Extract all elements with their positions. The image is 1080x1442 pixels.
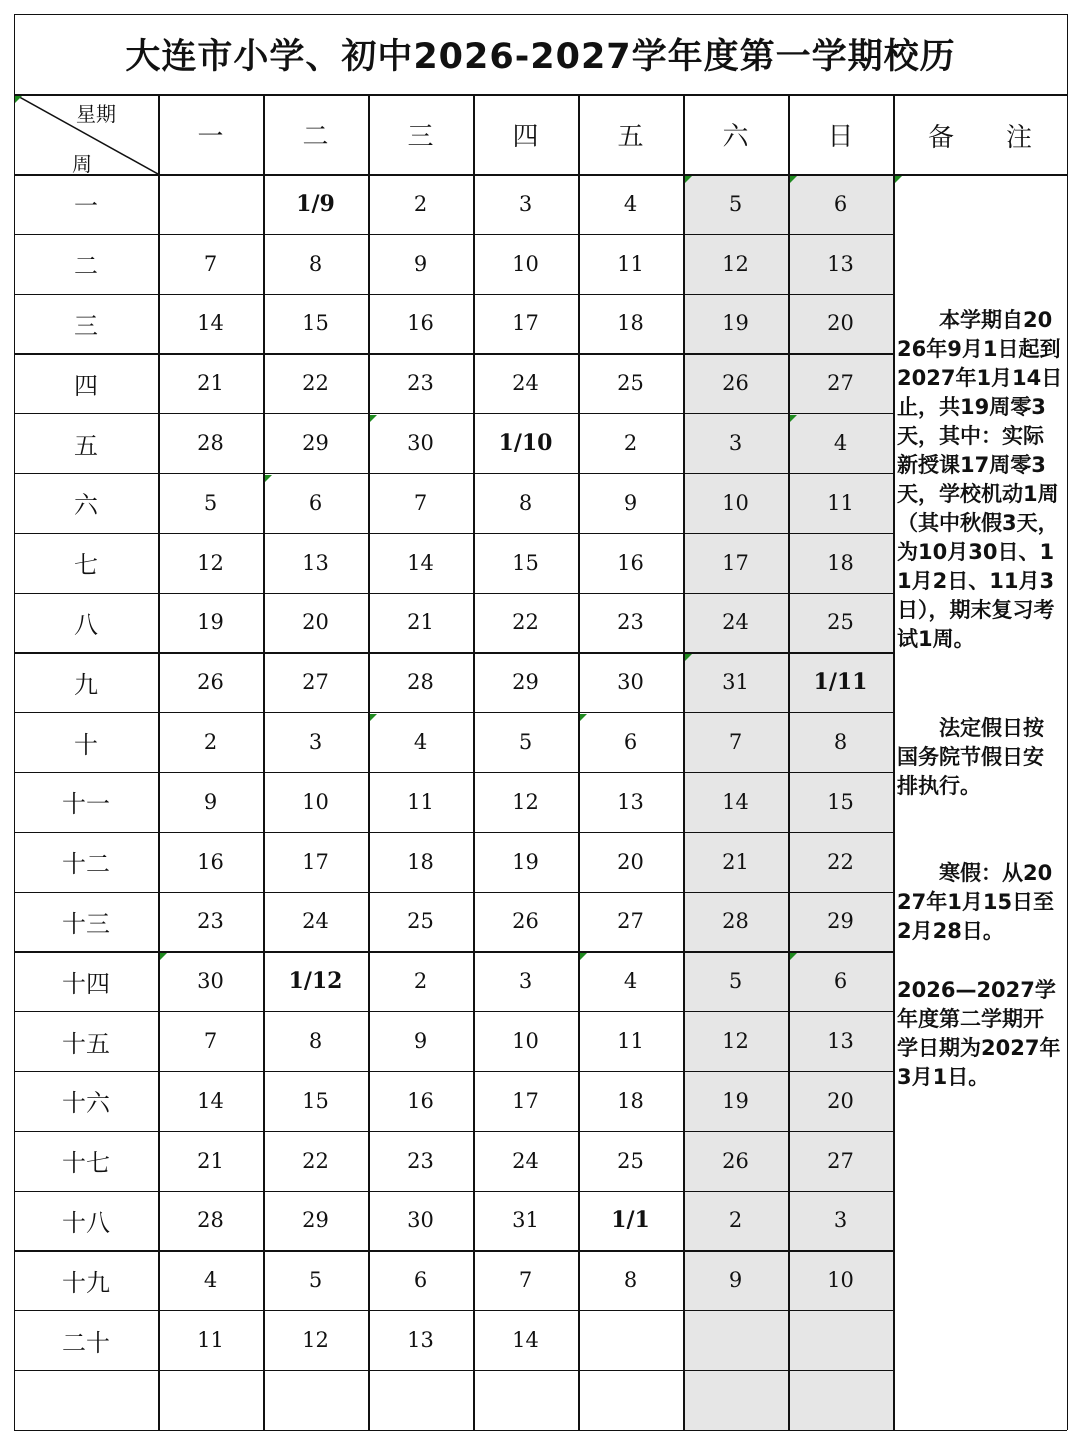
date-cell: 27 <box>827 371 854 396</box>
cell-comment-marker <box>160 953 167 960</box>
date-cell: 2 <box>728 1208 743 1233</box>
date-cell: 2 <box>413 969 428 994</box>
date-cell <box>788 1310 893 1370</box>
date-cell: 19 <box>197 610 224 635</box>
date-cell: 19 <box>722 311 749 336</box>
weekday-header: 四 <box>512 121 539 152</box>
date-cell: 27 <box>827 1148 854 1173</box>
week-number: 六 <box>74 491 98 520</box>
date-cell: 25 <box>827 610 854 635</box>
date-cell: 27 <box>302 670 329 695</box>
date-cell: 11 <box>827 490 854 515</box>
date-cell: 15 <box>302 1088 329 1113</box>
border-top <box>14 14 1067 15</box>
date-cell: 10 <box>722 490 749 515</box>
date-cell: 21 <box>197 371 224 396</box>
date-cell: 2 <box>623 431 638 456</box>
date-cell: 22 <box>302 1148 329 1173</box>
date-cell: 12 <box>722 251 749 276</box>
page-title: 大连市小学、初中2026-2027学年度第一学期校历 <box>125 37 956 77</box>
week-number: 五 <box>74 431 98 460</box>
date-cell: 20 <box>617 849 644 874</box>
date-cell: 8 <box>518 490 533 515</box>
date-cell: 30 <box>407 1208 434 1233</box>
week-number: 八 <box>74 610 98 639</box>
date-cell: 26 <box>512 909 539 934</box>
date-cell: 29 <box>302 1208 329 1233</box>
date-cell: 16 <box>617 550 644 575</box>
date-cell: 7 <box>728 730 743 755</box>
date-cell: 7 <box>518 1268 533 1293</box>
date-cell: 13 <box>407 1328 434 1353</box>
date-cell: 12 <box>302 1328 329 1353</box>
date-cell: 25 <box>617 371 644 396</box>
date-cell: 9 <box>413 1029 428 1054</box>
date-cell: 11 <box>197 1328 224 1353</box>
date-cell: 9 <box>413 251 428 276</box>
date-cell: 4 <box>623 969 638 994</box>
date-cell: 12 <box>722 1029 749 1054</box>
week-number: 七 <box>74 551 98 580</box>
date-cell: 17 <box>512 311 539 336</box>
date-cell: 13 <box>302 550 329 575</box>
date-cell: 2 <box>413 191 428 216</box>
date-cell: 8 <box>308 251 323 276</box>
date-cell: 18 <box>617 311 644 336</box>
weekday-header: 五 <box>617 121 644 152</box>
date-cell: 6 <box>413 1268 428 1293</box>
date-cell: 5 <box>728 969 743 994</box>
date-cell <box>158 174 263 234</box>
date-cell: 28 <box>722 909 749 934</box>
date-cell: 25 <box>407 909 434 934</box>
date-cell: 2 <box>203 730 218 755</box>
date-cell: 30 <box>197 969 224 994</box>
date-cell: 10 <box>512 1029 539 1054</box>
date-cell: 1/1 <box>611 1207 650 1234</box>
date-cell: 4 <box>833 431 848 456</box>
date-cell: 22 <box>302 371 329 396</box>
date-cell: 25 <box>617 1148 644 1173</box>
cell-comment-marker <box>790 415 797 422</box>
remarks-text <box>897 176 1063 1428</box>
date-cell: 6 <box>833 969 848 994</box>
date-cell: 22 <box>512 610 539 635</box>
date-cell: 3 <box>308 730 323 755</box>
week-number <box>14 1370 158 1430</box>
date-cell: 20 <box>827 1088 854 1113</box>
date-cell: 6 <box>308 490 323 515</box>
cell-comment-marker <box>685 176 692 183</box>
date-cell: 15 <box>827 789 854 814</box>
date-cell: 24 <box>512 1148 539 1173</box>
cell-comment-marker <box>580 953 587 960</box>
cell-comment-marker <box>790 953 797 960</box>
date-cell: 17 <box>512 1088 539 1113</box>
date-cell: 3 <box>833 1208 848 1233</box>
date-cell: 6 <box>833 191 848 216</box>
week-number: 三 <box>74 311 98 340</box>
weekday-header: 二 <box>302 121 329 152</box>
weekday-header: 六 <box>722 121 749 152</box>
date-cell <box>263 1370 368 1430</box>
week-number: 九 <box>74 670 98 699</box>
remarks-next-term: 2026—2027学年度第二学期开学日期为2027年3月1日。 <box>897 978 1061 1089</box>
date-cell: 9 <box>203 789 218 814</box>
date-cell <box>473 1370 578 1430</box>
cell-comment-marker <box>370 714 377 721</box>
date-cell: 13 <box>827 251 854 276</box>
corner-week-label: 周 <box>72 152 92 176</box>
date-cell: 5 <box>728 191 743 216</box>
date-cell: 9 <box>728 1268 743 1293</box>
date-cell: 8 <box>623 1268 638 1293</box>
date-cell <box>683 1310 788 1370</box>
date-cell: 14 <box>407 550 434 575</box>
cell-comment-marker <box>685 654 692 661</box>
date-cell: 11 <box>617 1029 644 1054</box>
date-cell: 1/10 <box>498 430 553 457</box>
date-cell: 20 <box>302 610 329 635</box>
date-cell <box>683 1370 788 1430</box>
date-cell: 22 <box>827 849 854 874</box>
week-number: 十八 <box>62 1208 110 1237</box>
date-cell: 26 <box>722 1148 749 1173</box>
date-cell: 11 <box>617 251 644 276</box>
date-cell: 15 <box>512 550 539 575</box>
date-cell: 14 <box>197 1088 224 1113</box>
week-number: 二十 <box>62 1328 110 1357</box>
cell-comment-marker <box>265 475 272 482</box>
date-cell: 7 <box>203 1029 218 1054</box>
date-cell: 17 <box>722 550 749 575</box>
date-cell: 16 <box>407 1088 434 1113</box>
date-cell: 6 <box>623 730 638 755</box>
border-right <box>1067 14 1068 1430</box>
date-cell: 29 <box>512 670 539 695</box>
date-cell: 4 <box>203 1268 218 1293</box>
date-cell: 5 <box>203 490 218 515</box>
weekday-header: 日 <box>827 121 854 152</box>
date-cell: 24 <box>722 610 749 635</box>
date-cell: 23 <box>197 909 224 934</box>
week-number: 十五 <box>62 1029 110 1058</box>
remarks-term-span: 本学期自2026年9月1日起到2027年1月14日止，共19周零3天，其中：实际新授课17周零3天，学校机动1周（其中秋假3天，为10月30日、11月2日、11月3日），期末复习考试1周。 <box>897 308 1063 651</box>
date-cell: 29 <box>827 909 854 934</box>
date-cell: 13 <box>617 789 644 814</box>
date-cell: 3 <box>728 431 743 456</box>
date-cell: 19 <box>512 849 539 874</box>
corner-weekday-label: 星期 <box>76 102 116 126</box>
date-cell: 16 <box>407 311 434 336</box>
date-cell: 14 <box>197 311 224 336</box>
date-cell: 4 <box>413 730 428 755</box>
date-cell: 28 <box>197 1208 224 1233</box>
date-cell: 1/12 <box>288 968 343 995</box>
date-cell: 30 <box>407 431 434 456</box>
remarks-holidays: 法定假日按国务院节假日安排执行。 <box>897 716 1044 798</box>
date-cell: 30 <box>617 670 644 695</box>
date-cell <box>368 1370 473 1430</box>
date-cell: 12 <box>197 550 224 575</box>
remarks-header: 备 注 <box>927 122 1032 153</box>
date-cell: 26 <box>722 371 749 396</box>
date-cell: 24 <box>512 371 539 396</box>
date-cell: 1/11 <box>813 669 868 696</box>
date-cell: 18 <box>827 550 854 575</box>
date-cell: 21 <box>197 1148 224 1173</box>
date-cell: 29 <box>302 431 329 456</box>
date-cell: 5 <box>308 1268 323 1293</box>
date-cell: 4 <box>623 191 638 216</box>
date-cell: 23 <box>407 1148 434 1173</box>
date-cell: 10 <box>827 1268 854 1293</box>
date-cell: 3 <box>518 191 533 216</box>
date-cell: 15 <box>302 311 329 336</box>
date-cell: 23 <box>617 610 644 635</box>
date-cell: 31 <box>512 1208 539 1233</box>
date-cell <box>578 1310 683 1370</box>
date-cell: 3 <box>518 969 533 994</box>
date-cell: 28 <box>197 431 224 456</box>
border-bottom <box>14 1430 1067 1432</box>
date-cell: 18 <box>407 849 434 874</box>
date-cell: 10 <box>512 251 539 276</box>
date-cell: 9 <box>623 490 638 515</box>
week-number: 十七 <box>62 1149 110 1178</box>
week-number: 十一 <box>62 790 110 819</box>
cell-comment-marker <box>580 714 587 721</box>
date-cell: 5 <box>518 730 533 755</box>
week-number: 一 <box>74 192 98 221</box>
date-cell: 8 <box>308 1029 323 1054</box>
week-number: 十 <box>74 730 98 759</box>
date-cell: 24 <box>302 909 329 934</box>
date-cell: 10 <box>302 789 329 814</box>
date-cell: 11 <box>407 789 434 814</box>
week-number: 四 <box>74 371 98 400</box>
cell-comment-marker <box>790 176 797 183</box>
date-cell: 16 <box>197 849 224 874</box>
date-cell: 31 <box>722 670 749 695</box>
date-cell: 14 <box>512 1328 539 1353</box>
date-cell: 26 <box>197 670 224 695</box>
date-cell <box>158 1370 263 1430</box>
date-cell: 1/9 <box>296 190 335 217</box>
date-cell: 12 <box>512 789 539 814</box>
column-divider <box>893 94 895 1430</box>
weekday-header: 三 <box>407 121 434 152</box>
week-number: 十四 <box>62 969 110 998</box>
date-cell: 7 <box>203 251 218 276</box>
date-cell: 18 <box>617 1088 644 1113</box>
date-cell: 8 <box>833 730 848 755</box>
date-cell: 7 <box>413 490 428 515</box>
date-cell: 28 <box>407 670 434 695</box>
date-cell: 17 <box>302 849 329 874</box>
date-cell: 27 <box>617 909 644 934</box>
date-cell <box>578 1370 683 1430</box>
date-cell <box>788 1370 893 1430</box>
remarks-winter-break: 寒假：从2027年1月15日至2月28日。 <box>897 861 1055 943</box>
week-number: 十九 <box>62 1268 110 1297</box>
cell-comment-marker <box>370 415 377 422</box>
weekday-header: 一 <box>197 121 224 152</box>
week-number: 十三 <box>62 909 110 938</box>
date-cell: 14 <box>722 789 749 814</box>
week-number: 十二 <box>62 850 110 879</box>
date-cell: 21 <box>407 610 434 635</box>
week-number: 十六 <box>62 1089 110 1118</box>
date-cell: 13 <box>827 1029 854 1054</box>
week-number: 二 <box>74 252 98 281</box>
date-cell: 19 <box>722 1088 749 1113</box>
date-cell: 21 <box>722 849 749 874</box>
date-cell: 20 <box>827 311 854 336</box>
cell-comment-marker <box>15 96 22 103</box>
date-cell: 23 <box>407 371 434 396</box>
